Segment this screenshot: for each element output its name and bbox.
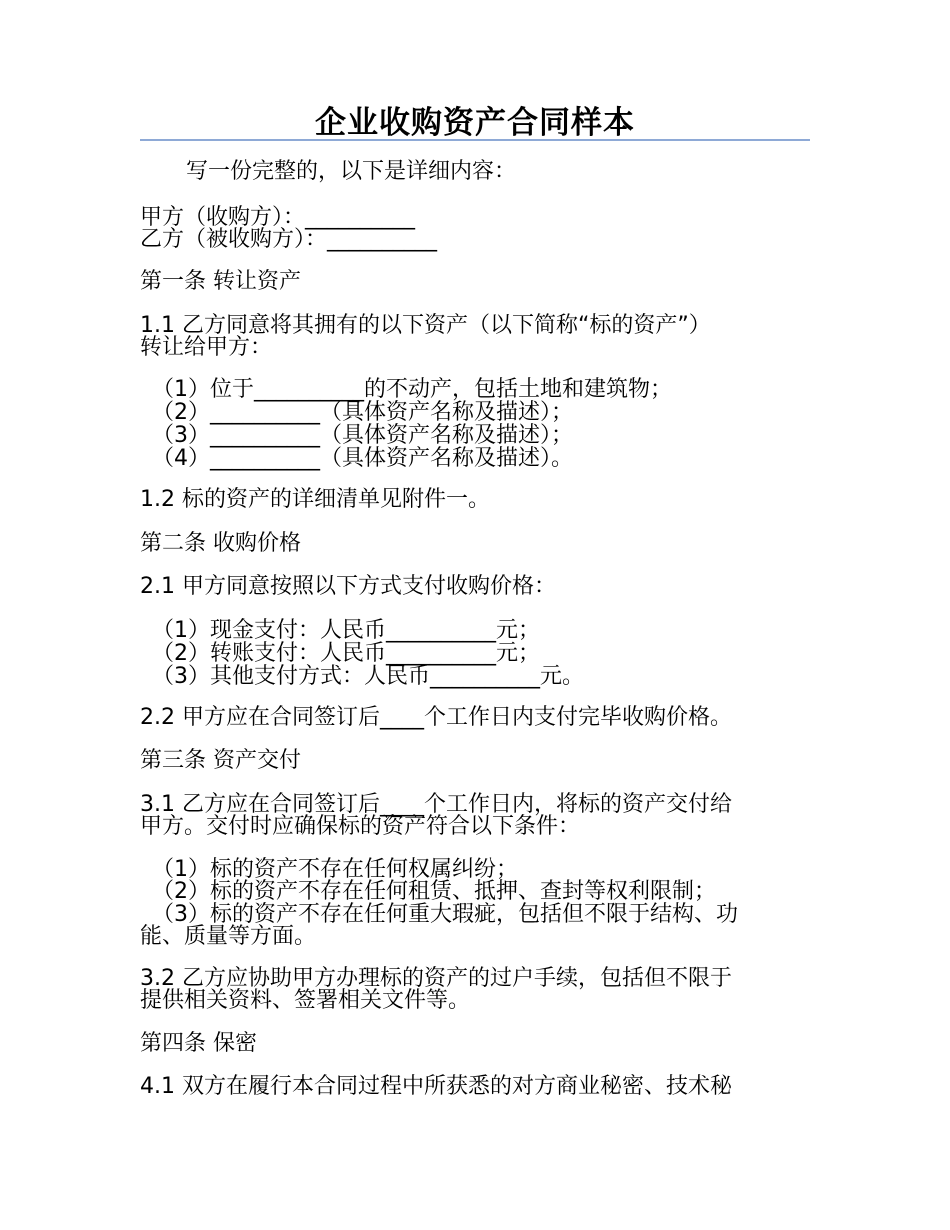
clause-2-1: 2.1 甲方同意按照以下方式支付收购价格： <box>140 574 556 599</box>
clause-2-1-item-3: （3）其他支付方式：人民币__________元。 <box>152 664 584 689</box>
clause-3-1-item-2: （2）标的资产不存在任何租赁、抵押、查封等权利限制； <box>152 879 716 904</box>
clause-1-2: 1.2 标的资产的详细清单见附件一。 <box>140 487 490 512</box>
clause-3-1-line-1: 3.1 乙方应在合同签订后____个工作日内，将标的资产交付给 <box>140 792 732 817</box>
clause-3-1-item-3-cont: 能、质量等方面。 <box>140 924 317 949</box>
clause-1-1-item-2: （2）__________（具体资产名称及描述）； <box>152 400 573 425</box>
article-3-heading: 第三条 资产交付 <box>140 748 301 773</box>
clause-2-2: 2.2 甲方应在合同签订后____个工作日内支付完毕收购价格。 <box>140 705 732 730</box>
clause-3-1-item-3: （3）标的资产不存在任何重大瑕疵，包括但不限于结构、功 <box>152 902 738 927</box>
clause-2-1-item-1: （1）现金支付：人民币__________元； <box>152 618 540 643</box>
title-underline <box>140 139 810 141</box>
clause-3-1-line-2: 甲方。交付时应确保标的资产符合以下条件： <box>140 814 581 839</box>
article-4-heading: 第四条 保密 <box>140 1031 257 1056</box>
clause-4-1-line-1: 4.1 双方在履行本合同过程中所获悉的对方商业秘密、技术秘 <box>140 1074 732 1099</box>
article-2-heading: 第二条 收购价格 <box>140 531 301 556</box>
clause-2-1-item-2: （2）转账支付：人民币__________元； <box>152 641 540 666</box>
clause-1-1-line-2: 转让给甲方： <box>140 335 273 360</box>
party-a-line: 甲方（收购方）：__________ <box>140 205 416 230</box>
party-b-line: 乙方（被收购方）：__________ <box>140 227 438 252</box>
clause-1-1-item-4: （4）__________（具体资产名称及描述）。 <box>152 446 573 471</box>
clause-1-1-item-1: （1）位于__________的不动产，包括土地和建筑物； <box>152 377 672 402</box>
clause-3-2-line-1: 3.2 乙方应协助甲方办理标的资产的过户手续，包括但不限于 <box>140 966 732 991</box>
clause-3-1-item-1: （1）标的资产不存在任何权属纠纷； <box>152 857 518 882</box>
article-1-heading: 第一条 转让资产 <box>140 269 301 294</box>
clause-1-1-line-1: 1.1 乙方同意将其拥有的以下资产（以下简称“标的资产”） <box>140 313 711 338</box>
document-title: 企业收购资产合同样本 <box>315 105 635 141</box>
clause-3-2-line-2: 提供相关资料、签署相关文件等。 <box>140 988 471 1013</box>
intro-text: 写一份完整的，以下是详细内容： <box>186 159 517 184</box>
clause-1-1-item-3: （3）__________（具体资产名称及描述）； <box>152 423 573 448</box>
